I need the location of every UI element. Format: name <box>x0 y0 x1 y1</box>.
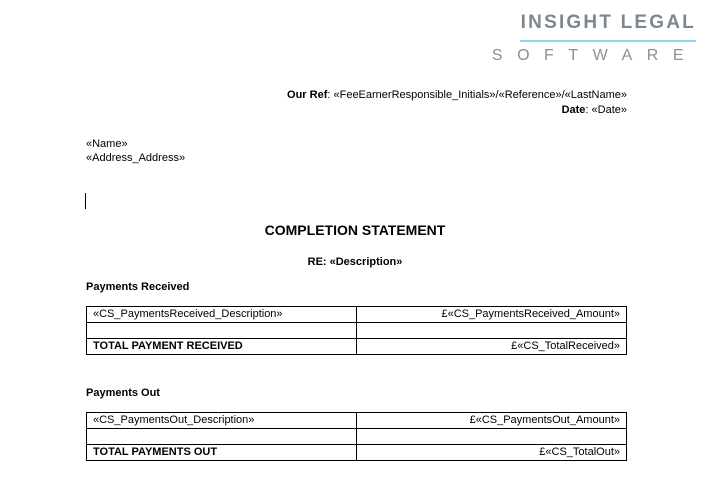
table-row <box>87 307 627 323</box>
table-row <box>87 413 627 429</box>
total-row <box>87 445 627 461</box>
recipient-name: «Name» <box>86 138 128 150</box>
logo-divider <box>520 40 696 42</box>
description-cell: «CS_PaymentsReceived_Description» <box>87 307 357 323</box>
logo-insight-legal: INSIGHT LEGAL <box>520 12 696 33</box>
document-title: COMPLETION STATEMENT <box>264 222 446 238</box>
amount-cell <box>357 429 627 445</box>
recipient-address: «Address_Address» <box>86 152 186 164</box>
total-value: £«CS_TotalOut» <box>357 445 627 461</box>
logo-software: SOFTWARE <box>491 47 698 64</box>
date-label: Date <box>561 104 586 116</box>
table-row <box>87 323 627 339</box>
date <box>562 104 627 116</box>
date-value: : «Date» <box>585 104 627 116</box>
re-line: RE: «Description» <box>307 256 403 268</box>
payments-received-heading: Payments Received <box>86 281 190 293</box>
total-row <box>87 339 627 355</box>
description-cell: «CS_PaymentsOut_Description» <box>87 413 357 429</box>
payments-received-table <box>86 306 627 355</box>
table-row <box>87 429 627 445</box>
amount-cell: £«CS_PaymentsReceived_Amount» <box>357 307 627 323</box>
total-value: £«CS_TotalReceived» <box>357 339 627 355</box>
total-label: TOTAL PAYMENT RECEIVED <box>87 339 357 355</box>
total-label: TOTAL PAYMENTS OUT <box>87 445 357 461</box>
amount-cell: £«CS_PaymentsOut_Amount» <box>357 413 627 429</box>
payments-out-table <box>86 412 627 461</box>
text-cursor <box>85 193 86 209</box>
description-cell <box>87 429 357 445</box>
payments-out-heading: Payments Out <box>86 387 160 399</box>
description-cell <box>87 323 357 339</box>
amount-cell <box>357 323 627 339</box>
our-ref <box>287 89 627 101</box>
our-ref-value: : «FeeEarnerResponsible_Initials»/«Reference»/«LastName» <box>327 89 627 101</box>
our-ref-label: Our Ref <box>287 89 328 101</box>
